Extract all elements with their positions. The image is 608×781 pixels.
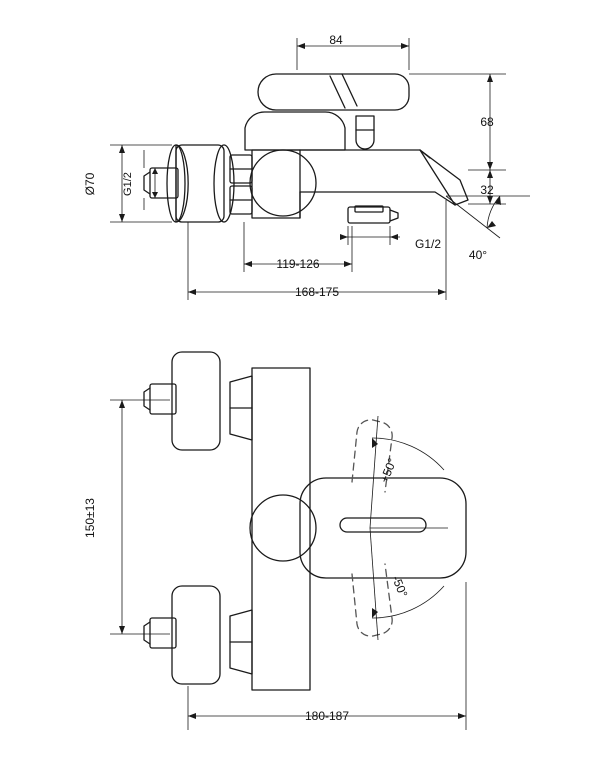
dim-label-minus50: -50° — [389, 573, 411, 600]
dim-label-168-175: 168-175 — [294, 285, 340, 299]
dim-label-40deg: 40° — [468, 248, 488, 262]
arrow-d70-bottom — [119, 214, 125, 222]
dim-label-150: 150±13 — [83, 498, 97, 538]
front-elevation-view — [144, 352, 466, 690]
side-elevation-dimensions — [110, 38, 530, 300]
arrow-d70-top — [119, 145, 125, 153]
inlet-thread — [144, 172, 150, 194]
ext-plus50-ray — [370, 416, 378, 528]
arrow-119-left — [244, 261, 252, 267]
arrow-68-top — [487, 74, 493, 82]
lever-facet-1 — [330, 76, 345, 108]
dim-label-84: 84 — [329, 33, 343, 47]
spout-arm — [300, 150, 468, 205]
arrow-168-right — [438, 289, 446, 295]
dim-label-g12-bottom: G1/2 — [415, 237, 442, 251]
arrow-g12-left-bottom — [152, 192, 158, 198]
lower-escutcheon — [172, 586, 220, 684]
arrow-84-right — [401, 43, 409, 49]
dim-label-68: 68 — [480, 115, 494, 129]
side-elevation-view — [144, 74, 468, 223]
lever-base — [245, 112, 345, 150]
upper-escutcheon — [172, 352, 220, 450]
arrow-32-bottom — [487, 196, 493, 204]
dim-label-g12-left: G1/2 — [122, 172, 134, 196]
lever-slot — [340, 518, 426, 532]
arrow-68-bottom — [487, 162, 493, 170]
dim-label-119-126: 119-126 — [276, 257, 320, 271]
arrow-180-left — [188, 713, 196, 719]
lever-swing-down-outline — [352, 564, 392, 636]
shower-outlet-thread — [390, 210, 398, 221]
cartridge-circle-front — [250, 495, 316, 561]
spout-taper-edge — [420, 150, 455, 205]
arrow-150-top — [119, 400, 125, 408]
arrow-119-right — [344, 261, 352, 267]
dim-label-d70: Ø70 — [83, 172, 97, 196]
cartridge-housing — [250, 150, 316, 216]
arrow-84-left — [297, 43, 305, 49]
arrow-g12-bottom-right — [390, 234, 398, 240]
dim-label-32: 32 — [480, 183, 494, 197]
arrow-minus50 — [372, 608, 378, 618]
arrow-168-left — [188, 289, 196, 295]
arrow-g12-left-top — [152, 168, 158, 174]
ext-40deg-slope — [446, 196, 500, 238]
dim-label-plus50: +50° — [377, 456, 400, 485]
dim-label-180-187: 180-187 — [304, 709, 350, 723]
shower-outlet-body — [348, 207, 390, 223]
arrow-32-top — [487, 170, 493, 178]
lower-inlet-thread — [144, 622, 150, 644]
lever-handle — [258, 74, 409, 110]
arrow-g12-bottom-left — [340, 234, 348, 240]
arrow-plus50 — [372, 438, 378, 448]
arrow-150-bottom — [119, 626, 125, 634]
lever-facet-2 — [342, 74, 357, 106]
ext-minus50-ray — [370, 528, 378, 640]
diverter-knob — [356, 116, 374, 149]
body-front-block — [252, 368, 310, 690]
front-elevation-dimensions — [110, 400, 466, 730]
arrow-180-right — [458, 713, 466, 719]
upper-inlet-thread — [144, 388, 150, 410]
arrow-40deg-b — [487, 221, 496, 228]
